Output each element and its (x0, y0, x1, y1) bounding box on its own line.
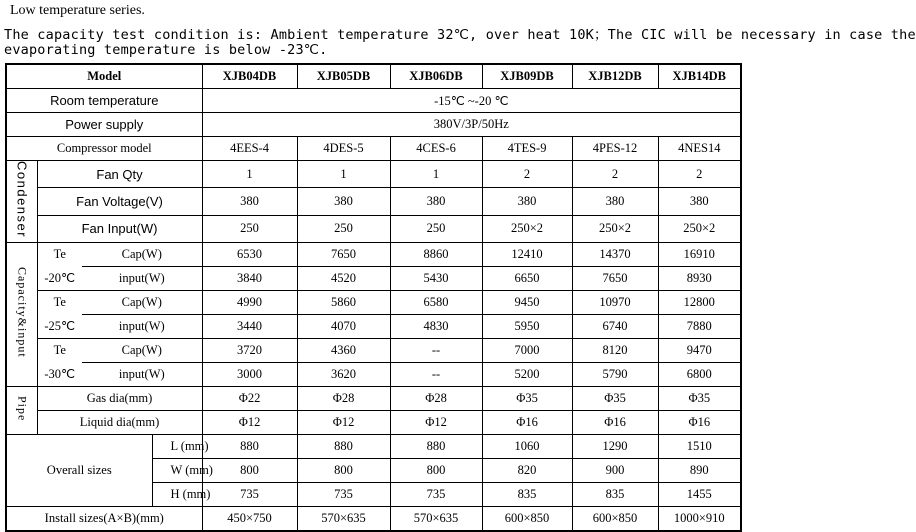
power-value: 380V/3P/50Hz (202, 113, 741, 137)
install-value-2: 570×635 (297, 507, 390, 532)
header-line-1: Low temperature series. (10, 3, 145, 18)
model-name-1: XJB04DB (202, 64, 297, 89)
compressor-label: Compressor model (6, 137, 202, 161)
input-value-2-4: 5950 (482, 315, 572, 339)
cap-label-1: Cap(W) (82, 243, 202, 267)
size-h-label: H (mm) (152, 483, 202, 507)
compressor-model-2: 4DES-5 (297, 137, 390, 161)
fan-voltage-value-1: 380 (202, 188, 297, 215)
model-name-2: XJB05DB (297, 64, 390, 89)
install-value-1: 450×750 (202, 507, 297, 532)
input-label-3: input(W) (82, 363, 202, 387)
input-value-3-2: 3620 (297, 363, 390, 387)
liquid-value-3: Φ12 (390, 411, 482, 435)
install-value-4: 600×850 (482, 507, 572, 532)
input-value-2-1: 3440 (202, 315, 297, 339)
cap-value-3-3: -- (390, 339, 482, 363)
overall-sizes-label: Overall sizes (6, 435, 152, 507)
cap-value-3-5: 8120 (572, 339, 658, 363)
liquid-label: Liquid dia(mm) (37, 411, 202, 435)
te-temp-2: -25℃ (37, 315, 82, 339)
room-temp-label: Room temperature (6, 89, 202, 113)
size-w-label: W (mm) (152, 459, 202, 483)
header-line-3: evaporating temperature is below -23℃. (4, 42, 328, 58)
fan-qty-value-2: 1 (297, 161, 390, 188)
cap-value-2-5: 10970 (572, 291, 658, 315)
input-value-3-1: 3000 (202, 363, 297, 387)
input-row-3 (6, 363, 741, 387)
capacity-group-label (6, 243, 37, 387)
fan-qty-value-4: 2 (482, 161, 572, 188)
input-value-1-3: 5430 (390, 267, 482, 291)
condenser-group-label-text: Condenser (14, 161, 30, 239)
gas-value-3: Φ28 (390, 387, 482, 411)
cap-value-2-2: 5860 (297, 291, 390, 315)
model-label: Model (6, 64, 202, 89)
cap-value-2-3: 6580 (390, 291, 482, 315)
size-h-value-6: 1455 (658, 483, 741, 507)
cap-label-2: Cap(W) (82, 291, 202, 315)
cap-value-1-5: 14370 (572, 243, 658, 267)
input-value-3-5: 5790 (572, 363, 658, 387)
size-l-value-4: 1060 (482, 435, 572, 459)
power-label: Power supply (6, 113, 202, 137)
pipe-group-label-text: Pipe (15, 395, 30, 422)
gas-value-6: Φ35 (658, 387, 741, 411)
cap-row-2 (6, 291, 741, 315)
cap-value-1-2: 7650 (297, 243, 390, 267)
compressor-row (6, 137, 741, 161)
liquid-value-5: Φ16 (572, 411, 658, 435)
install-label: Install sizes(A×B)(mm) (6, 507, 202, 532)
cap-value-1-1: 6530 (202, 243, 297, 267)
input-label-2: input(W) (82, 315, 202, 339)
input-value-3-4: 5200 (482, 363, 572, 387)
te-label-3: Te (37, 339, 82, 363)
fan-input-label: Fan Input(W) (37, 215, 202, 242)
size-h-value-4: 835 (482, 483, 572, 507)
fan-input-value-3: 250 (390, 215, 482, 242)
gas-row (6, 387, 741, 411)
size-l-value-3: 880 (390, 435, 482, 459)
cap-value-1-6: 16910 (658, 243, 741, 267)
input-value-1-2: 4520 (297, 267, 390, 291)
fan-input-value-1: 250 (202, 215, 297, 242)
size-w-value-4: 820 (482, 459, 572, 483)
size-h-value-3: 735 (390, 483, 482, 507)
size-l-label: L (mm) (152, 435, 202, 459)
fan-qty-row (6, 161, 741, 188)
install-value-5: 600×850 (572, 507, 658, 532)
input-value-2-2: 4070 (297, 315, 390, 339)
cap-row-3 (6, 339, 741, 363)
model-row (6, 64, 741, 89)
input-value-1-5: 7650 (572, 267, 658, 291)
input-value-2-5: 6740 (572, 315, 658, 339)
input-value-3-6: 6800 (658, 363, 741, 387)
fan-input-row (6, 215, 741, 242)
fan-qty-value-6: 2 (658, 161, 741, 188)
fan-input-value-6: 250×2 (658, 215, 741, 242)
input-label-1: input(W) (82, 267, 202, 291)
size-h-value-1: 735 (202, 483, 297, 507)
input-value-3-3: -- (390, 363, 482, 387)
size-w-value-3: 800 (390, 459, 482, 483)
te-label-1: Te (37, 243, 82, 267)
cap-value-3-4: 7000 (482, 339, 572, 363)
fan-voltage-value-5: 380 (572, 188, 658, 215)
fan-voltage-value-6: 380 (658, 188, 741, 215)
compressor-model-5: 4PES-12 (572, 137, 658, 161)
gas-label: Gas dia(mm) (37, 387, 202, 411)
size-h-value-2: 735 (297, 483, 390, 507)
header-line-2: The capacity test condition is: Ambient temperature 32℃, over heat 10K；The CIC will be necessary in case the (4, 27, 916, 43)
model-name-4: XJB09DB (482, 64, 572, 89)
pipe-group-label (6, 387, 37, 435)
fan-voltage-label: Fan Voltage(V) (37, 188, 202, 215)
compressor-model-6: 4NES14 (658, 137, 741, 161)
capacity-group-label-text: Capacity&input (15, 267, 30, 358)
fan-qty-value-1: 1 (202, 161, 297, 188)
spec-table (5, 63, 742, 532)
fan-qty-value-5: 2 (572, 161, 658, 188)
cap-value-2-4: 9450 (482, 291, 572, 315)
model-name-5: XJB12DB (572, 64, 658, 89)
cap-value-1-3: 8860 (390, 243, 482, 267)
install-value-3: 570×635 (390, 507, 482, 532)
liquid-value-2: Φ12 (297, 411, 390, 435)
model-name-3: XJB06DB (390, 64, 482, 89)
fan-voltage-row (6, 188, 741, 215)
cap-value-3-1: 3720 (202, 339, 297, 363)
size-h-value-5: 835 (572, 483, 658, 507)
cap-value-2-1: 4990 (202, 291, 297, 315)
input-value-2-6: 7880 (658, 315, 741, 339)
cap-label-3: Cap(W) (82, 339, 202, 363)
gas-value-4: Φ35 (482, 387, 572, 411)
liquid-value-6: Φ16 (658, 411, 741, 435)
te-temp-1: -20℃ (37, 267, 82, 291)
size-w-value-5: 900 (572, 459, 658, 483)
fan-voltage-value-4: 380 (482, 188, 572, 215)
liquid-row (6, 411, 741, 435)
input-value-1-4: 6650 (482, 267, 572, 291)
input-value-2-3: 4830 (390, 315, 482, 339)
liquid-value-1: Φ12 (202, 411, 297, 435)
fan-input-value-5: 250×2 (572, 215, 658, 242)
input-value-1-1: 3840 (202, 267, 297, 291)
size-l-row (6, 435, 741, 459)
size-w-value-2: 800 (297, 459, 390, 483)
size-l-value-5: 1290 (572, 435, 658, 459)
cap-row-1 (6, 243, 741, 267)
fan-qty-value-3: 1 (390, 161, 482, 188)
input-value-1-6: 8930 (658, 267, 741, 291)
fan-input-value-4: 250×2 (482, 215, 572, 242)
te-temp-3: -30℃ (37, 363, 82, 387)
fan-voltage-value-3: 380 (390, 188, 482, 215)
power-row (6, 113, 741, 137)
compressor-model-3: 4CES-6 (390, 137, 482, 161)
install-value-6: 1000×910 (658, 507, 741, 532)
room-temp-row (6, 89, 741, 113)
room-temp-value: -15℃ ~-20 ℃ (202, 89, 741, 113)
fan-input-value-2: 250 (297, 215, 390, 242)
cap-value-3-2: 4360 (297, 339, 390, 363)
liquid-value-4: Φ16 (482, 411, 572, 435)
cap-value-3-6: 9470 (658, 339, 741, 363)
condenser-group-label (6, 161, 37, 243)
size-w-value-1: 800 (202, 459, 297, 483)
gas-value-2: Φ28 (297, 387, 390, 411)
model-name-6: XJB14DB (658, 64, 741, 89)
cap-value-1-4: 12410 (482, 243, 572, 267)
install-row (6, 507, 741, 532)
te-label-2: Te (37, 291, 82, 315)
cap-value-2-6: 12800 (658, 291, 741, 315)
size-l-value-1: 880 (202, 435, 297, 459)
fan-voltage-value-2: 380 (297, 188, 390, 215)
input-row-2 (6, 315, 741, 339)
gas-value-5: Φ35 (572, 387, 658, 411)
gas-value-1: Φ22 (202, 387, 297, 411)
input-row-1 (6, 267, 741, 291)
size-l-value-6: 1510 (658, 435, 741, 459)
size-w-value-6: 890 (658, 459, 741, 483)
fan-qty-label: Fan Qty (37, 161, 202, 188)
compressor-model-4: 4TES-9 (482, 137, 572, 161)
compressor-model-1: 4EES-4 (202, 137, 297, 161)
size-l-value-2: 880 (297, 435, 390, 459)
